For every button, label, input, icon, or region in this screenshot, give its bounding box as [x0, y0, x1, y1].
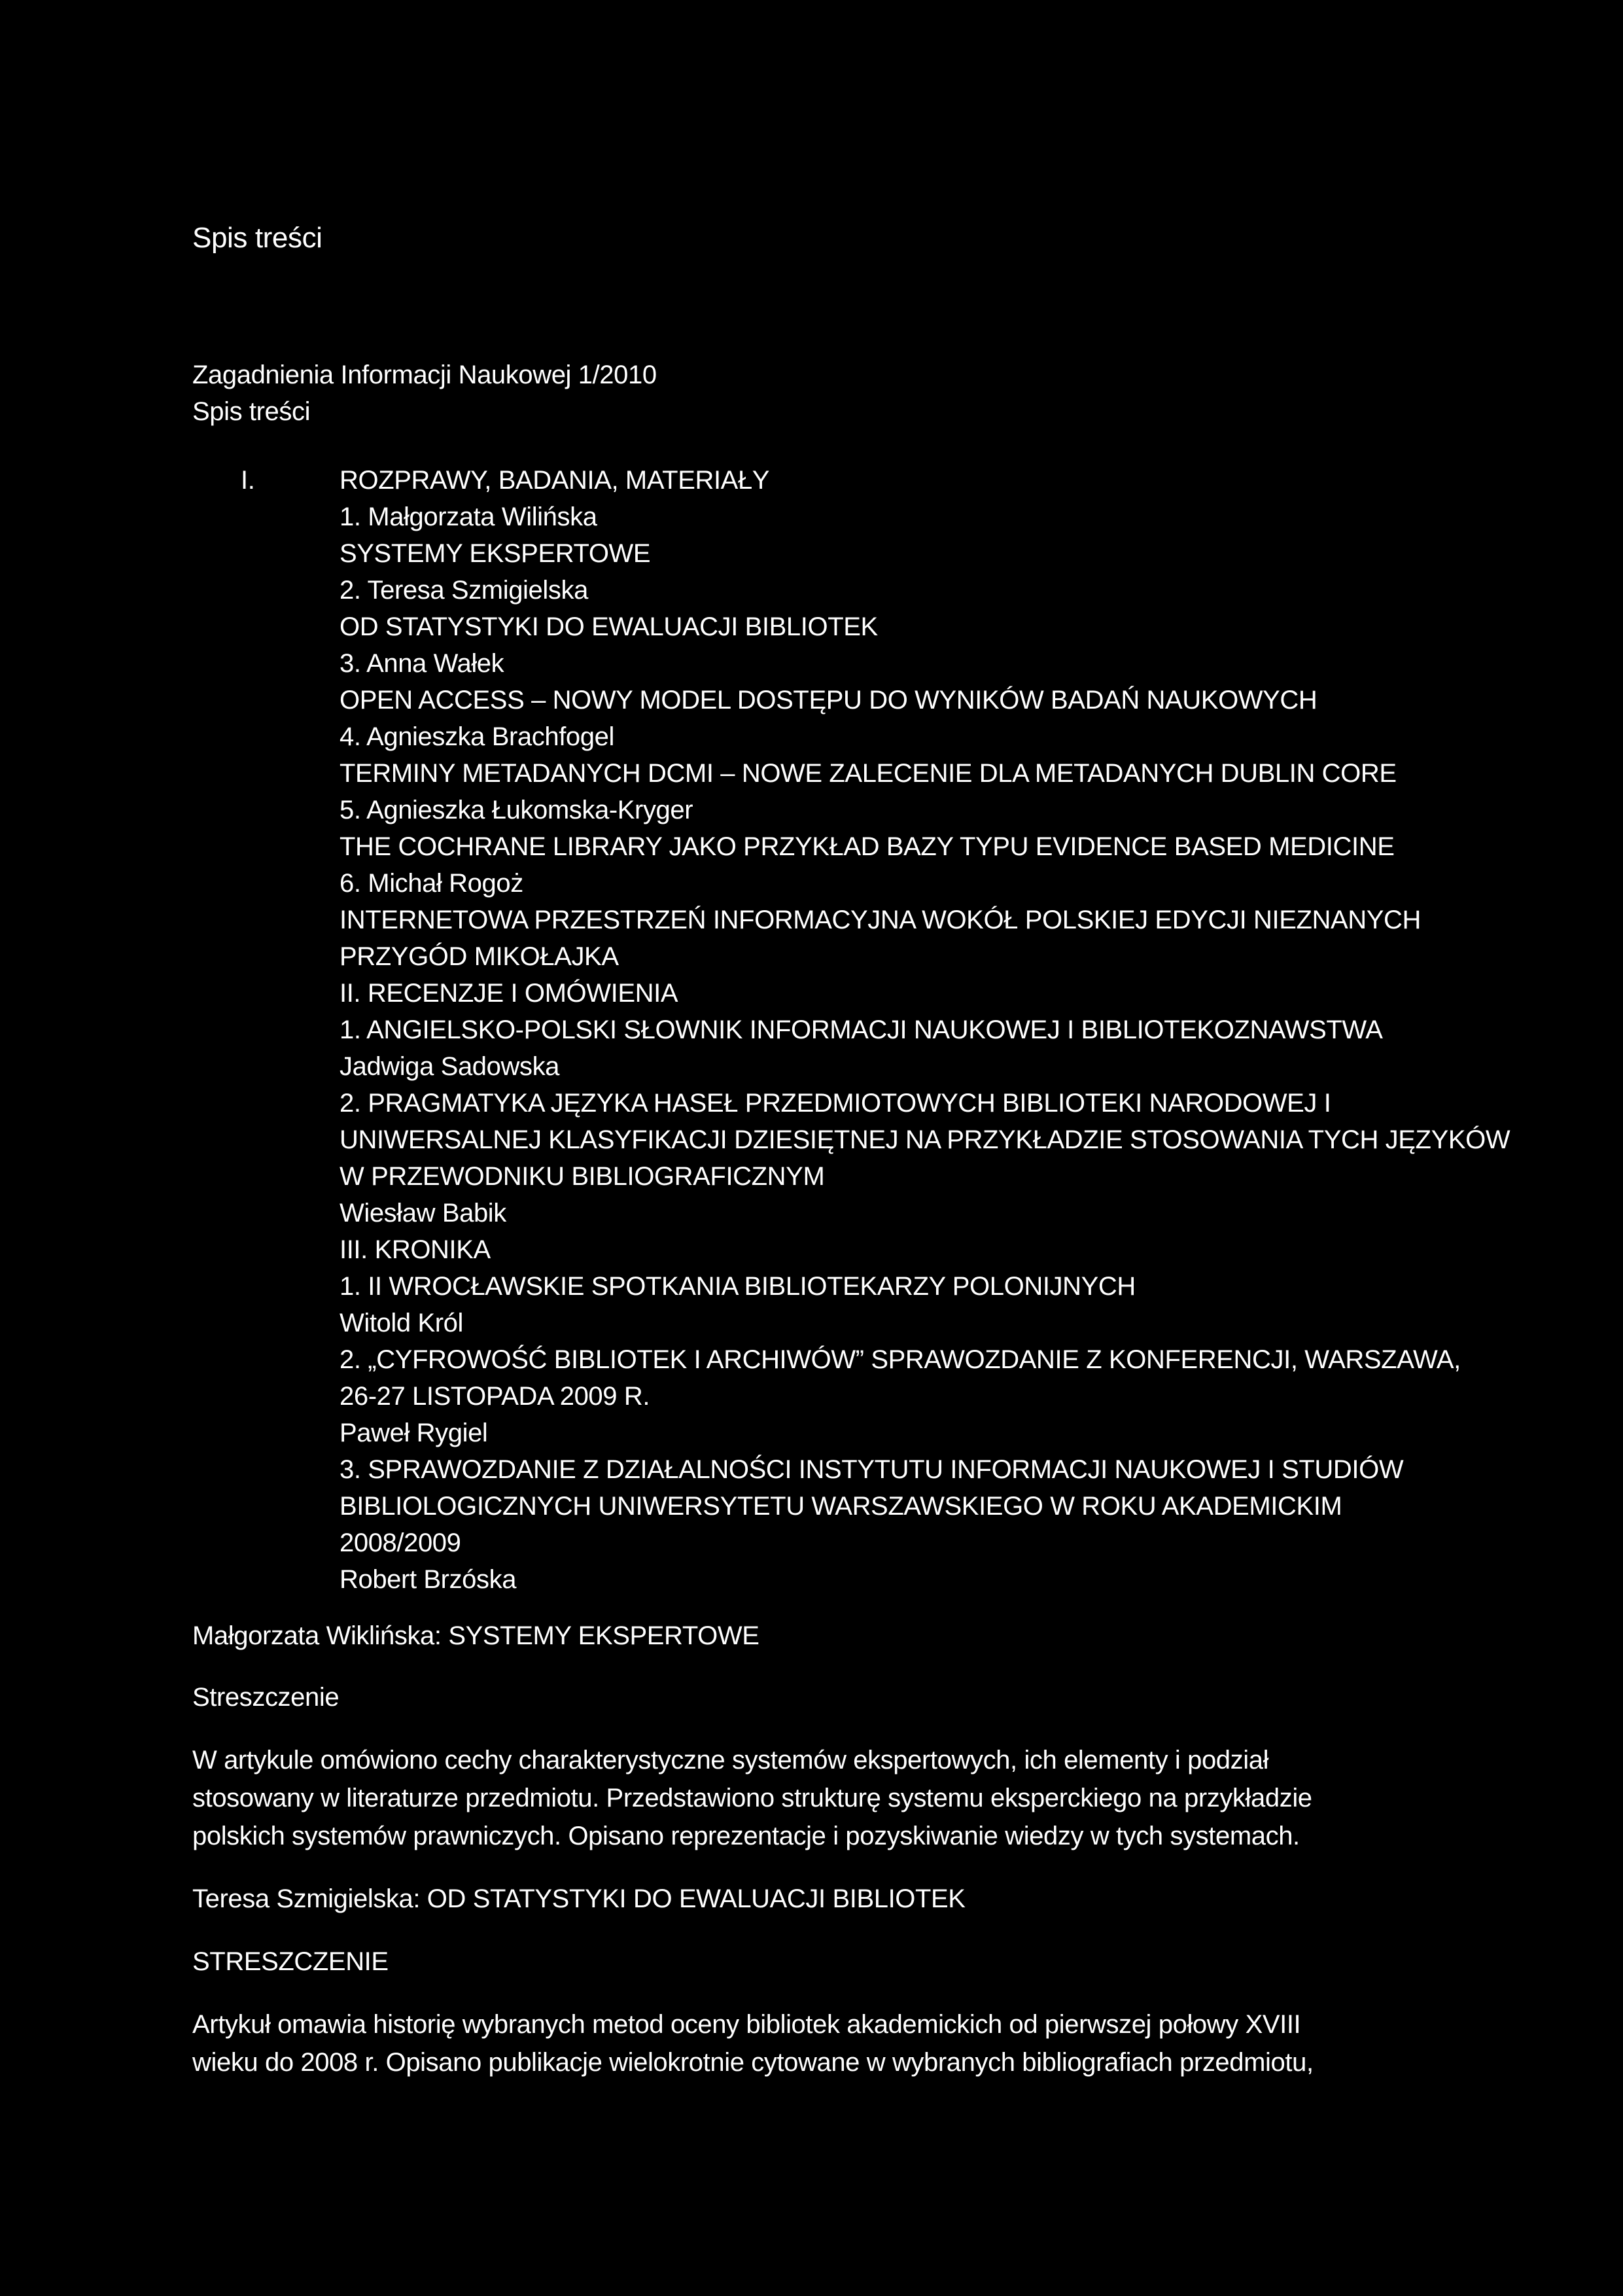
toc-line: 2. PRAGMATYKA JĘZYKA HASEŁ PRZEDMIOTOWYCH BIBLIOTEKI NARODOWEJ I	[340, 1089, 1331, 1118]
toc-line: TERMINY METADANYCH DCMI – NOWE ZALECENIE DLA METADANYCH DUBLIN CORE	[340, 759, 1397, 788]
abstract-line: polskich systemów prawniczych. Opisano reprezentacje i pozyskiwanie wiedzy w tych systemach.	[192, 1822, 1300, 1850]
toc-line: 1. Małgorzata Wilińska	[340, 503, 597, 531]
toc-line: 5. Agnieszka Łukomska-Kryger	[340, 796, 693, 824]
toc-line: II. RECENZJE I OMÓWIENIA	[340, 979, 678, 1008]
toc-line: Jadwiga Sadowska	[340, 1052, 560, 1081]
toc-line: 3. Anna Wałek	[340, 649, 504, 678]
article-title: Teresa Szmigielska: OD STATYSTYKI DO EWALUACJI BIBLIOTEK	[192, 1884, 966, 1913]
toc-line: THE COCHRANE LIBRARY JAKO PRZYKŁAD BAZY TYPU EVIDENCE BASED MEDICINE	[340, 832, 1395, 861]
toc-line: OD STATYSTYKI DO EWALUACJI BIBLIOTEK	[340, 612, 878, 641]
article-title: Małgorzata Wiklińska: SYSTEMY EKSPERTOWE	[192, 1621, 759, 1650]
toc-line: Paweł Rygiel	[340, 1419, 488, 1447]
toc-section-number: I.	[241, 466, 255, 495]
toc-line: 6. Michał Rogoż	[340, 869, 523, 898]
toc-line: 2. „CYFROWOŚĆ BIBLIOTEK I ARCHIWÓW” SPRAWOZDANIE Z KONFERENCJI, WARSZAWA,	[340, 1345, 1461, 1374]
abstract-label: STRESZCZENIE	[192, 1947, 389, 1976]
toc-line: BIBLIOLOGICZNYCH UNIWERSYTETU WARSZAWSKIEGO W ROKU AKADEMICKIM	[340, 1492, 1342, 1521]
toc-line: Robert Brzóska	[340, 1565, 517, 1594]
toc-line: PRZYGÓD MIKOŁAJKA	[340, 942, 619, 971]
toc-line: 1. ANGIELSKO-POLSKI SŁOWNIK INFORMACJI NAUKOWEJ I BIBLIOTEKOZNAWSTWA	[340, 1016, 1383, 1044]
toc-line: SYSTEMY EKSPERTOWE	[340, 539, 651, 568]
toc-line: Witold Król	[340, 1309, 463, 1337]
toc-line: 2. Teresa Szmigielska	[340, 576, 588, 605]
abstract-label: Streszczenie	[192, 1683, 340, 1712]
abstract-line: wieku do 2008 r. Opisano publikacje wielokrotnie cytowane w wybranych bibliografiach przedmiotu,	[192, 2048, 1314, 2077]
toc-line: Wiesław Babik	[340, 1199, 506, 1227]
toc-line: W PRZEWODNIKU BIBLIOGRAFICZNYM	[340, 1162, 825, 1191]
toc-line: 4. Agnieszka Brachfogel	[340, 722, 614, 751]
toc-line: ROZPRAWY, BADANIA, MATERIAŁY	[340, 466, 770, 495]
toc-line: 1. II WROCŁAWSKIE SPOTKANIA BIBLIOTEKARZY POLONIJNYCH	[340, 1272, 1136, 1301]
toc-line: III. KRONIKA	[340, 1235, 491, 1264]
toc-line: 2008/2009	[340, 1528, 461, 1557]
toc-line: 26-27 LISTOPADA 2009 R.	[340, 1382, 650, 1411]
abstract-line: W artykule omówiono cechy charakterystyczne systemów ekspertowych, ich elementy i podział	[192, 1746, 1269, 1775]
toc-line: OPEN ACCESS – NOWY MODEL DOSTĘPU DO WYNIKÓW BADAŃ NAUKOWYCH	[340, 686, 1318, 715]
toc-line: INTERNETOWA PRZESTRZEŃ INFORMACYJNA WOKÓŁ POLSKIEJ EDYCJI NIEZNANYCH	[340, 906, 1422, 934]
toc-line: UNIWERSALNEJ KLASYFIKACJI DZIESIĘTNEJ NA PRZYKŁADZIE STOSOWANIA TYCH JĘZYKÓW	[340, 1125, 1510, 1154]
abstract-line: stosowany w literaturze przedmiotu. Przedstawiono strukturę systemu eksperckiego na przykładzie	[192, 1784, 1312, 1812]
toc-line: 3. SPRAWOZDANIE Z DZIAŁALNOŚCI INSTYTUTU INFORMACJI NAUKOWEJ I STUDIÓW	[340, 1455, 1404, 1484]
toc-subtitle: Spis treści	[192, 397, 311, 426]
abstract-line: Artykuł omawia historię wybranych metod oceny bibliotek akademickich od pierwszej połowy XVIII	[192, 2010, 1301, 2039]
journal-title: Zagadnienia Informacji Naukowej 1/2010	[192, 361, 657, 389]
page-heading: Spis treści	[192, 222, 323, 254]
